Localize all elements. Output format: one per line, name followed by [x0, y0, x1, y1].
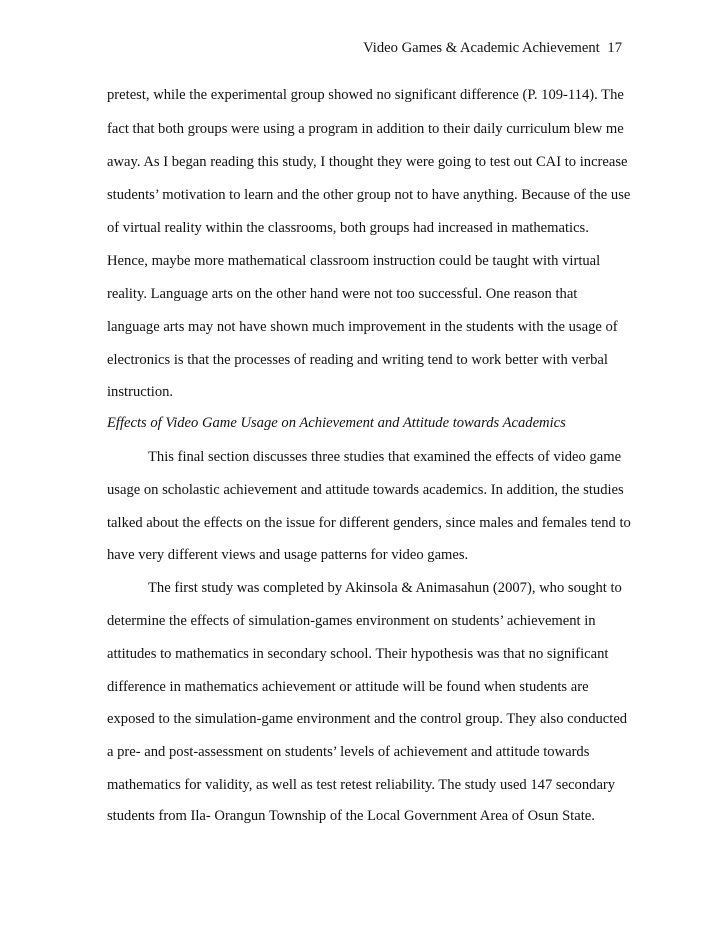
text-line: determine the effects of simulation-games environment on students’ achievement in — [107, 613, 596, 629]
text-line: The first study was completed by Akinsola & Animasahun (2007), who sought to — [148, 580, 622, 596]
text-line: attitudes to mathematics in secondary school. Their hypothesis was that no significant — [107, 646, 609, 662]
text-line: Hence, maybe more mathematical classroom instruction could be taught with virtual — [107, 253, 601, 269]
text-line: students’ motivation to learn and the other group not to have anything. Because of the use — [107, 187, 631, 203]
text-line: students from Ila- Orangun Township of the Local Government Area of Osun State. — [107, 808, 595, 824]
text-line: away. As I began reading this study, I thought they were going to test out CAI to increase — [107, 154, 628, 170]
text-line: have very different views and usage patterns for video games. — [107, 547, 469, 563]
text-line: of virtual reality within the classrooms, both groups had increased in mathematics. — [107, 220, 589, 236]
text-line: reality. Language arts on the other hand were not too successful. One reason that — [107, 286, 578, 302]
text-line: This final section discusses three studies that examined the effects of video game — [148, 449, 622, 465]
section-heading: Effects of Video Game Usage on Achievement and Attitude towards Academics — [107, 415, 566, 431]
text-line: pretest, while the experimental group showed no significant difference (P. 109-114). The — [107, 87, 624, 103]
text-line: usage on scholastic achievement and attitude towards academics. In addition, the studies — [107, 482, 624, 498]
text-line: language arts may not have shown much improvement in the students with the usage of — [107, 319, 618, 335]
text-line: fact that both groups were using a program in addition to their daily curriculum blew me — [107, 121, 624, 137]
text-line: exposed to the simulation-game environment and the control group. They also conducted — [107, 711, 628, 727]
running-head — [363, 40, 622, 57]
text-line: electronics is that the processes of reading and writing tend to work better with verbal — [107, 352, 608, 368]
text-line: instruction. — [107, 384, 174, 400]
text-line: difference in mathematics achievement or attitude will be found when students are — [107, 679, 589, 695]
text-line: mathematics for validity, as well as test retest reliability. The study used 147 secondary — [107, 777, 616, 793]
text-line: talked about the effects on the issue for different genders, since males and females tend to — [107, 515, 631, 531]
running-title: Video Games & Academic Achievement — [363, 40, 600, 56]
text-line: a pre- and post-assessment on students’ levels of achievement and attitude towards — [107, 744, 590, 760]
page-number: 17 — [607, 40, 622, 56]
